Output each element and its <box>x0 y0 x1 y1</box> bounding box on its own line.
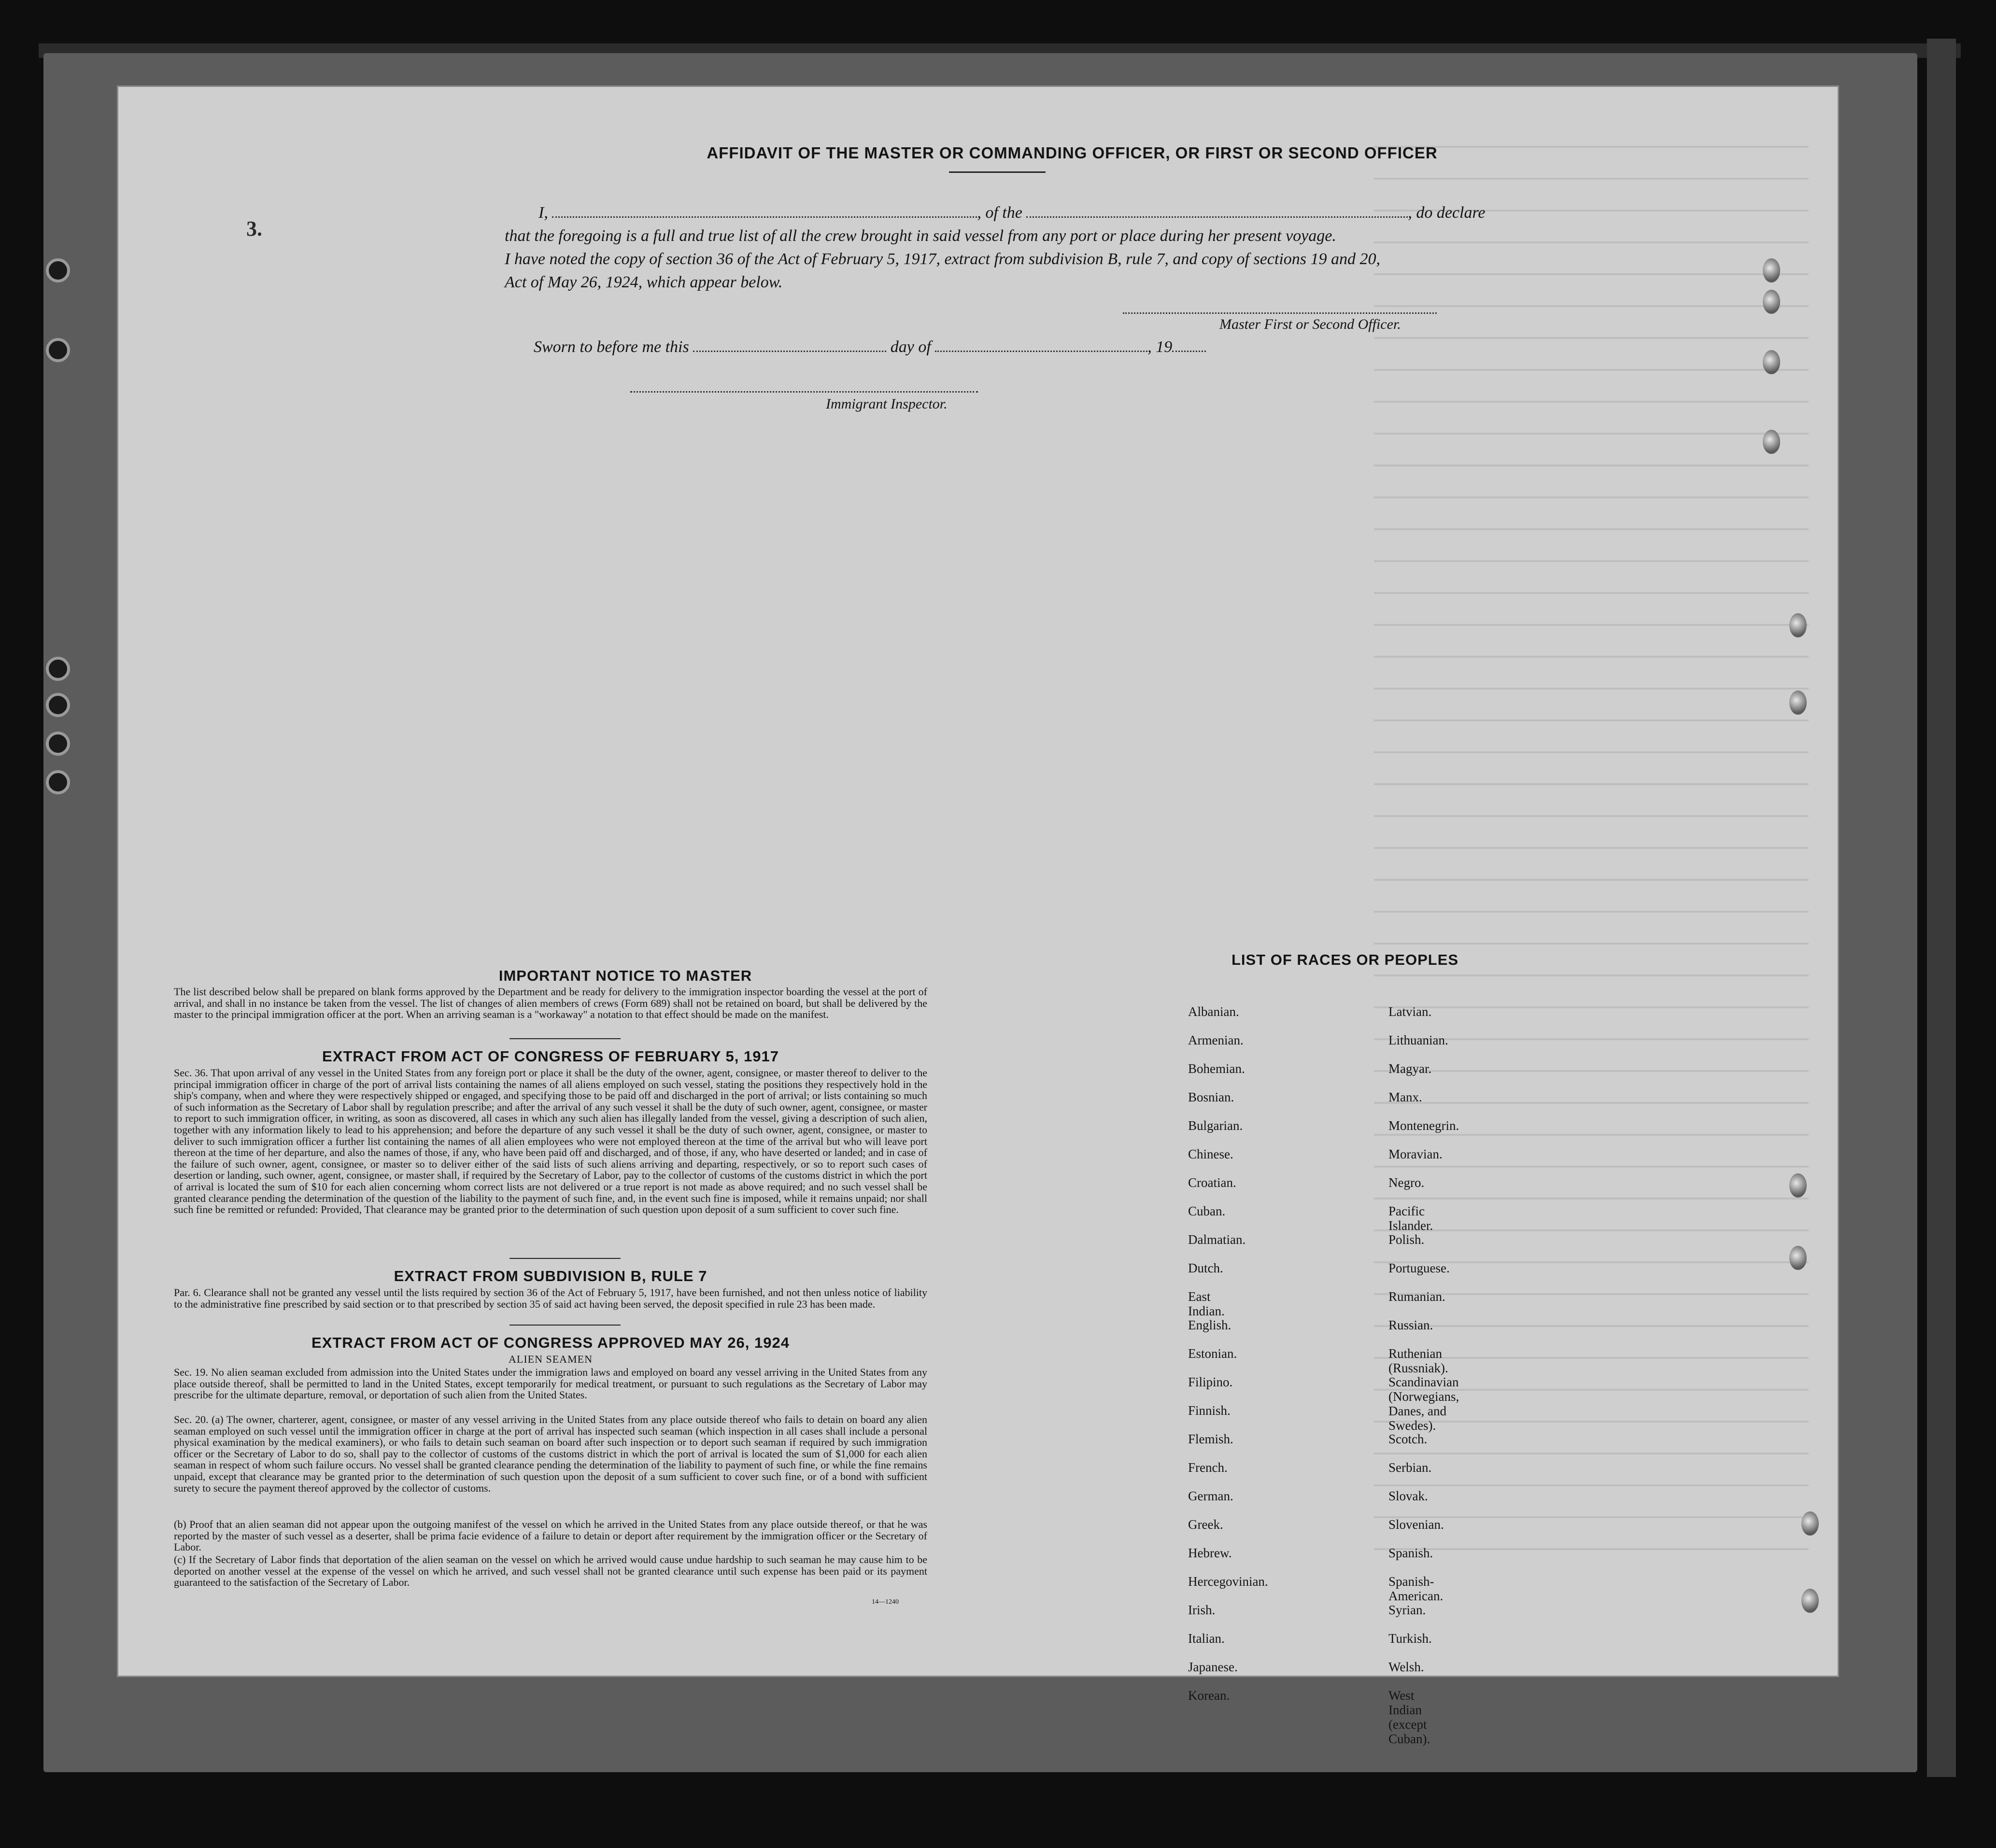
race-item: Cuban. <box>1188 1204 1226 1218</box>
declaration-i: I, <box>538 204 548 222</box>
sworn-month-field[interactable] <box>935 338 1147 352</box>
race-item: Hercegovinian. <box>1188 1574 1268 1589</box>
race-item: Finnish. <box>1188 1403 1231 1418</box>
declaration-suffix: , do declare <box>1408 204 1486 222</box>
binder-clip <box>1801 1511 1819 1536</box>
punch-hole <box>46 693 70 717</box>
race-item: Italian. <box>1188 1631 1225 1646</box>
master-signature-label: Master First or Second Officer. <box>1219 316 1401 332</box>
race-item: Bohemian. <box>1188 1061 1245 1076</box>
race-item: Hebrew. <box>1188 1546 1232 1560</box>
race-item: Dalmatian. <box>1188 1232 1246 1247</box>
binder-clip <box>1763 258 1780 282</box>
inspector-signature-label: Immigrant Inspector. <box>826 396 948 412</box>
sworn-year-field[interactable] <box>1172 338 1206 352</box>
race-item: Welsh. <box>1388 1660 1424 1674</box>
race-item: Slovak. <box>1388 1489 1428 1503</box>
officer-name-field[interactable] <box>552 204 977 218</box>
race-item: German. <box>1188 1489 1233 1503</box>
title-divider <box>949 171 1046 173</box>
race-item: Rumanian. <box>1388 1289 1445 1304</box>
affidavit-declaration-line <box>538 204 1486 222</box>
race-item: Polish. <box>1388 1232 1425 1247</box>
sworn-prefix: Sworn to before me this <box>534 338 689 356</box>
race-item: Bulgarian. <box>1188 1118 1243 1133</box>
punch-hole <box>46 657 70 681</box>
notice-heading: IMPORTANT NOTICE TO MASTER <box>498 967 752 984</box>
extract-1917-text: Sec. 36. That upon arrival of any vessel in the United States from any foreign port or place it shall be the duty of the owner, agent, consignee, or master thereof to deliver to the principal immigration officer in charge of the port of arrival lists containing the names of all aliens employed on such vessel, stating the positions they respectively hold in the ship's company, when and where they were respectively shipped or engaged, and specifying those to be paid off and discharged in the port of arrival; or lists containing so much of such information as the Secretary of Labor shall by regulation prescribe; and after the arrival of any such vessel it shall be the duty of such owner, agent, consignee, or master to report to such immigration officer, in writing, as soon as discovered, all cases in which any such alien has illegally landed from the vessel, giving a description of such alien, together with any information likely to lead to his apprehension; and before the departure of any such vessel it shall be the duty of such owner, agent, consignee, or master to deliver to such immigration officer a further list containing the names of all alien employees who were not employed thereon at the time of the arrival but who will leave port thereon at the time of her departure, and also the names of those, if any, who have been paid off and discharged, and of those, if any, who have deserted or landed; and in case of the failure of such owner, agent, consignee, or master so to deliver either of the said lists of such aliens arriving and departing, respectively, or so to report such cases of desertion or landing, such owner, agent, consignee, or master shall, if required by the Secretary of Labor, pay to the collector of customs of the customs district in which the port of arrival is located the sum of $10 for each alien concerning whom correct lists are not delivered or a true report is not made as above required; and no such vessel shall be granted clearance pending the determination of the question of the liability to the payment of such fine, and, in the event such fine is imposed, while it remains unpaid; nor shall such fine be remitted or refunded: Provided, That clearance may be granted prior to the determination of such question upon deposit of a sum sufficient to cover such fine. <box>174 1067 927 1216</box>
binder-clip <box>1801 1589 1819 1613</box>
race-item: Spanish. <box>1388 1546 1433 1560</box>
section-divider <box>510 1325 621 1326</box>
race-item: Armenian. <box>1188 1033 1244 1047</box>
notice-text: The list described below shall be prepared on blank forms approved by the Department and be ready for delivery to the immigration inspector boarding the vessel at the port of arrival, and shall in no instance be taken from the vessel. The list of changes of alien members of crews (Form 689) shall not be retained on board, but shall be delivered by the master to the principal immigration officer at the port. When an arriving seaman is a "workaway" a notation to that effect should be made on the manifest. <box>174 986 927 1021</box>
race-item: English. <box>1188 1318 1232 1332</box>
race-item: Montenegrin. <box>1388 1118 1459 1133</box>
race-item: Pacific Islander. <box>1388 1204 1433 1233</box>
race-item: Ruthenian (Russniak). <box>1388 1346 1448 1375</box>
race-item: Russian. <box>1388 1318 1433 1332</box>
race-item: Albanian. <box>1188 1004 1239 1019</box>
extract-1917-heading: EXTRACT FROM ACT OF CONGRESS OF FEBRUARY 5, 1917 <box>322 1048 779 1065</box>
sec20b-text: (b) Proof that an alien seaman did not appear upon the outgoing manifest of the vessel on which he arrived in the United States from any place outside thereof, or that he was reported by the master of such vessel as a deserter, shall be prima facie evidence of a failure to detain or deport after requirement by the immigration officer or the Secretary of Labor. <box>174 1518 927 1553</box>
binder-clip <box>1789 691 1807 715</box>
binder-clip <box>1789 1173 1807 1198</box>
scanner-backdrop-right <box>1927 39 1956 1777</box>
binder-clip <box>1789 613 1807 637</box>
race-item: Portuguese. <box>1388 1261 1450 1275</box>
race-item: Bosnian. <box>1188 1090 1234 1104</box>
extract-1924-heading: EXTRACT FROM ACT OF CONGRESS APPROVED MAY 26, 1924 <box>311 1334 790 1351</box>
section-divider <box>510 1038 621 1039</box>
affidavit-statement-line: Act of May 26, 1924, which appear below. <box>505 273 783 291</box>
punch-hole <box>46 732 70 756</box>
race-item: West Indian (except Cuban). <box>1388 1688 1430 1746</box>
race-item: Moravian. <box>1388 1147 1443 1161</box>
race-item: Lithuanian. <box>1388 1033 1448 1047</box>
sworn-year-prefix: , 19 <box>1147 338 1173 356</box>
affidavit-statement-line: that the foregoing is a full and true list of all the crew brought in said vessel from any port or place during her present voyage. <box>505 227 1336 245</box>
form-number: 14—1240 <box>872 1598 899 1606</box>
race-item: Filipino. <box>1188 1375 1233 1389</box>
sworn-day-of: day of <box>890 338 931 356</box>
section-divider <box>510 1258 621 1259</box>
race-item: Syrian. <box>1388 1603 1426 1617</box>
race-item: Dutch. <box>1188 1261 1223 1275</box>
sworn-line <box>534 338 1206 356</box>
alien-seamen-subheading: ALIEN SEAMEN <box>509 1353 593 1365</box>
race-item: Spanish-American. <box>1388 1574 1444 1603</box>
race-item: Irish. <box>1188 1603 1216 1617</box>
race-item: Scandinavian (Norwegians, Danes, and Swedes). <box>1388 1375 1459 1433</box>
sworn-day-field[interactable] <box>693 338 886 352</box>
manifest-page <box>118 87 1838 1746</box>
affidavit-title: AFFIDAVIT OF THE MASTER OR COMMANDING OFFICER, OR FIRST OR SECOND OFFICER <box>707 144 1438 162</box>
sec19-text: Sec. 19. No alien seaman excluded from admission into the United States under the immigration laws and employed on board any vessel arriving in the United States from any place outside thereof, shall be permitted to land in the United States, except temporarily for medical treatment, or pursuant to such regulations as the Secretary of Labor may prescribe for the ultimate departure, removal, or deportation of such alien from the United States. <box>174 1366 927 1401</box>
master-signature-line[interactable] <box>1123 312 1437 314</box>
race-item: Latvian. <box>1388 1004 1432 1019</box>
race-item: Croatian. <box>1188 1175 1236 1190</box>
punch-hole <box>46 338 70 362</box>
extract-rule7-text: Par. 6. Clearance shall not be granted any vessel until the lists required by section 36 of the Act of February 5, 1917, have been furnished, and not then unless notice of liability to the administrative fine prescribed by said section or to that prescribed by section 35 of said act having been served, the deposit specified in rule 23 has been made. <box>174 1286 927 1310</box>
race-item: Serbian. <box>1388 1460 1432 1475</box>
race-item: French. <box>1188 1460 1228 1475</box>
race-item: Turkish. <box>1388 1631 1432 1646</box>
inspector-signature-line[interactable] <box>630 391 978 393</box>
race-item: Chinese. <box>1188 1147 1233 1161</box>
race-item: Scotch. <box>1388 1432 1428 1446</box>
race-item: Manx. <box>1388 1090 1422 1104</box>
races-heading: LIST OF RACES OR PEOPLES <box>1231 951 1459 968</box>
punch-hole <box>46 770 70 794</box>
race-item: Korean. <box>1188 1688 1230 1703</box>
race-item: Greek. <box>1188 1517 1223 1532</box>
vessel-name-field[interactable] <box>1026 204 1408 218</box>
race-item: Estonian. <box>1188 1346 1237 1361</box>
binder-clip <box>1763 290 1780 314</box>
handwritten-mark: 3. <box>246 217 262 240</box>
extract-rule7-heading: EXTRACT FROM SUBDIVISION B, RULE 7 <box>394 1268 708 1284</box>
affidavit-statement-line: I have noted the copy of section 36 of the Act of February 5, 1917, extract from subdivision B, rule 7, and copy of sections 19 and 20, <box>505 250 1381 268</box>
declaration-of-the: , of the <box>977 204 1022 222</box>
race-item: Slovenian. <box>1388 1517 1444 1532</box>
race-item: Negro. <box>1388 1175 1425 1190</box>
binder-clip <box>1789 1246 1807 1270</box>
punch-hole <box>46 258 70 282</box>
race-item: Flemish. <box>1188 1432 1233 1446</box>
sec20c-text: (c) If the Secretary of Labor finds that deportation of the alien seaman on the vessel on which he arrived would cause undue hardship to such seaman he may cause him to be deported on another vessel at the expense of the vessel on which he arrived, and such vessel shall not be granted clearance until such expense has been paid or its payment guaranteed to the satisfaction of the Secretary of Labor. <box>174 1553 927 1589</box>
race-item: Japanese. <box>1188 1660 1238 1674</box>
race-item: East Indian. <box>1188 1289 1225 1318</box>
binder-clip <box>1763 350 1780 374</box>
sec20a-text: Sec. 20. (a) The owner, charterer, agent, consignee, or master of any vessel arriving in the United States from any place outside thereof who fails to detain on board any alien seaman employed on such vessel until the immigration officer in charge at the port of arrival has inspected such seaman (which inspection in all cases shall include a personal physical examination by the medical examiners), or who fails to detain such seaman on board after such inspection or to deport such seaman if required by such immigration officer or the Secretary of Labor to do so, shall pay to the collector of customs of the customs district in which the port of arrival is located the sum of $1,000 for each alien seaman in respect of whom such failure occurs. No vessel shall be granted clearance pending the determination of the liability to payment of such fine, or while the fine remains unpaid, except that clearance may be granted prior to the determination of such question upon the deposit of a sum sufficient to cover such fine, or of a bond with sufficient surety to secure the payment thereof approved by the collector of customs. <box>174 1413 927 1494</box>
race-item: Magyar. <box>1388 1061 1432 1076</box>
binder-clip <box>1763 430 1780 454</box>
